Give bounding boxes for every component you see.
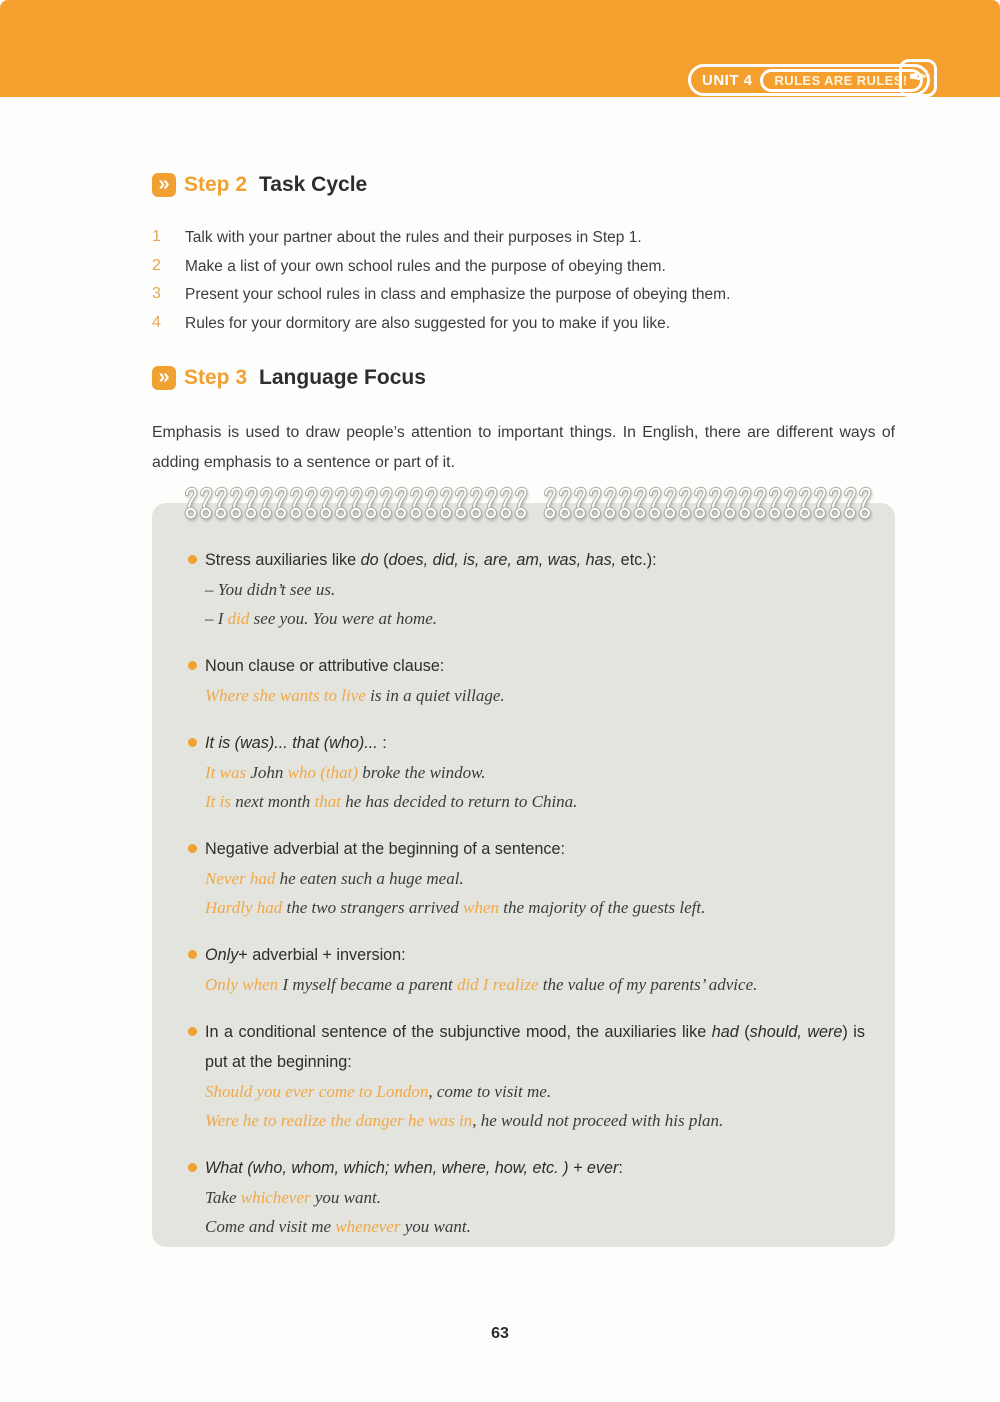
language-focus-box bbox=[152, 503, 895, 1247]
focus-item-heading: Stress auxiliaries like do (does, did, is, are, am, was, has, etc.): bbox=[205, 551, 657, 569]
chevrons-icon: » bbox=[152, 366, 176, 390]
focus-item-wh-ever bbox=[188, 1153, 865, 1241]
focus-example: Only when I myself became a parent did I realize the value of my parents’ advice. bbox=[205, 975, 758, 994]
header-band bbox=[0, 0, 1000, 97]
pen-icon-box bbox=[899, 59, 937, 97]
focus-item-heading: It is (was)... that (who)... : bbox=[205, 734, 387, 752]
bullet-dot-icon bbox=[188, 661, 197, 670]
spiral-binding-right bbox=[542, 486, 872, 523]
spiral-binding-decoration bbox=[183, 486, 872, 523]
focus-item-heading: Noun clause or attributive clause: bbox=[205, 657, 445, 675]
step3-label: Step 3 bbox=[184, 366, 248, 389]
task-text: Rules for your dormitory are also suggested for you to make if you like. bbox=[185, 314, 671, 332]
focus-item-negative-adverbial bbox=[188, 834, 865, 922]
focus-item-it-is-that bbox=[188, 728, 865, 816]
focus-example: Take whichever you want. bbox=[205, 1188, 381, 1207]
focus-example: Come and visit me whenever you want. bbox=[205, 1217, 471, 1236]
task-text: Talk with your partner about the rules and their purposes in Step 1. bbox=[185, 229, 642, 246]
task-text: Present your school rules in class and emphasize the purpose of obeying them. bbox=[185, 286, 731, 303]
page-number: 63 bbox=[491, 1325, 509, 1342]
unit-number-label: UNIT 4 bbox=[702, 71, 753, 89]
focus-item-heading: In a conditional sentence of the subjunctive mood, the auxiliaries like had (should, were) is put at the beginning: bbox=[205, 1023, 865, 1071]
focus-example: Hardly had the two strangers arrived when the majority of the guests left. bbox=[205, 898, 706, 917]
step2-heading bbox=[152, 173, 367, 197]
task-item bbox=[152, 314, 912, 334]
task-text: Make a list of your own school rules and the purpose of obeying them. bbox=[185, 257, 666, 275]
focus-item-subjunctive bbox=[188, 1017, 865, 1135]
focus-example: – You didn’t see us. bbox=[205, 580, 336, 599]
focus-item-only-inversion bbox=[188, 940, 865, 999]
focus-item-heading: Only+ adverbial + inversion: bbox=[205, 946, 406, 964]
task-list bbox=[152, 228, 912, 342]
task-number: 3 bbox=[152, 285, 161, 302]
bullet-dot-icon bbox=[188, 1163, 197, 1172]
task-item bbox=[152, 228, 912, 248]
unit-badge bbox=[688, 64, 930, 96]
task-number: 1 bbox=[152, 228, 161, 245]
bullet-dot-icon bbox=[188, 844, 197, 853]
task-number: 4 bbox=[152, 313, 161, 331]
task-item bbox=[152, 257, 912, 277]
focus-item-heading: Negative adverbial at the beginning of a sentence: bbox=[205, 840, 565, 858]
focus-example: – I did see you. You were at home. bbox=[205, 609, 438, 628]
task-number: 2 bbox=[152, 256, 161, 274]
focus-item-noun-clause bbox=[188, 651, 865, 710]
step2-label: Step 2 bbox=[184, 173, 248, 196]
focus-example: It was John who (that) broke the window. bbox=[205, 763, 486, 782]
bullet-dot-icon bbox=[188, 950, 197, 959]
spiral-binding-left bbox=[183, 486, 528, 523]
pen-nib-icon: ✒ bbox=[907, 64, 929, 91]
focus-example: It is next month that he has decided to return to China. bbox=[205, 792, 578, 811]
bullet-dot-icon bbox=[188, 555, 197, 564]
language-focus-intro: Emphasis is used to draw people’s attention to important things. In English, there are different ways of adding emphasis to a sentence or part of it. bbox=[152, 424, 895, 471]
unit-title-pill: RULES ARE RULES! bbox=[760, 69, 923, 92]
task-item bbox=[152, 285, 912, 305]
focus-item-heading: What (who, whom, which; when, where, how, etc. ) + ever: bbox=[205, 1159, 623, 1177]
step3-heading bbox=[152, 366, 426, 390]
bullet-dot-icon bbox=[188, 1027, 197, 1036]
focus-example: Where she wants to live is in a quiet village. bbox=[205, 686, 505, 705]
step3-title: Language Focus bbox=[259, 366, 426, 389]
step2-title: Task Cycle bbox=[259, 173, 368, 196]
focus-example: Were he to realize the danger he was in, he would not proceed with his plan. bbox=[205, 1111, 724, 1130]
bullet-dot-icon bbox=[188, 738, 197, 747]
focus-example: Never had he eaten such a huge meal. bbox=[205, 869, 464, 888]
focus-example: Should you ever come to London, come to visit me. bbox=[205, 1082, 552, 1101]
chevrons-icon: » bbox=[152, 173, 176, 197]
focus-item-stress-auxiliaries bbox=[188, 545, 865, 633]
